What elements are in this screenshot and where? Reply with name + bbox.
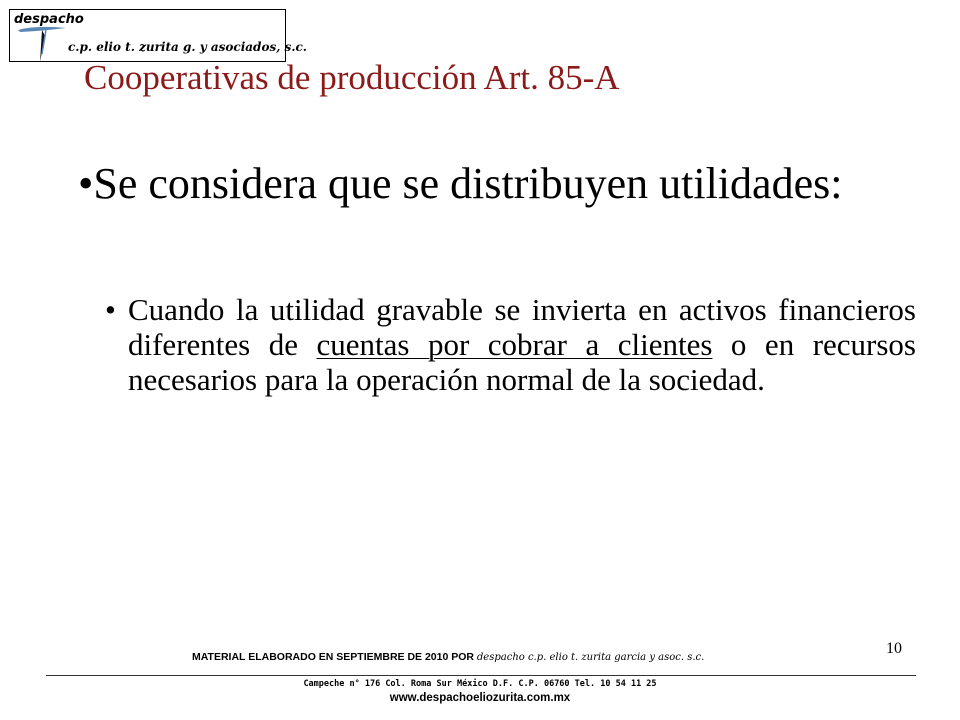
company-logo (9, 9, 307, 62)
page-number: 10 (886, 640, 902, 657)
footer-material-firm: despacho c.p. elio t. zurita garcia y asoc. s.c. (476, 652, 705, 663)
logo-t-mark-icon (16, 24, 68, 64)
sub-bullet-text-1: Cuando la utilidad gravable se invierta en activos financieros diferentes de (128, 292, 916, 362)
footer-material-credit (192, 651, 704, 663)
footer-material-prefix: MATERIAL ELABORADO EN SEPTIEMBRE DE 2010 POR (192, 651, 477, 663)
slide-title: Cooperativas de producción Art. 85-A (84, 58, 620, 97)
footer-address: Campeche n° 176 Col. Roma Sur México D.F. C.P. 06760 Tel. 10 54 11 25 (303, 679, 657, 689)
sub-bullet-underlined: cuentas por cobrar a clientes (316, 327, 713, 362)
logo-word: despacho (14, 12, 84, 27)
footer-website: www.despachoeliozurita.com.mx (389, 692, 571, 704)
sub-bullet (105, 292, 916, 397)
main-bullet: •Se considera que se distribuyen utilidades: (78, 159, 843, 208)
footer-divider (46, 675, 916, 676)
sub-bullet-text-2: o en recursos necesarios para la operación normal de la sociedad. (128, 327, 916, 397)
logo-firm-name: c.p. elio t. zurita g. y asociados, s.c. (68, 40, 307, 54)
bullet-marker: • (105, 292, 116, 327)
